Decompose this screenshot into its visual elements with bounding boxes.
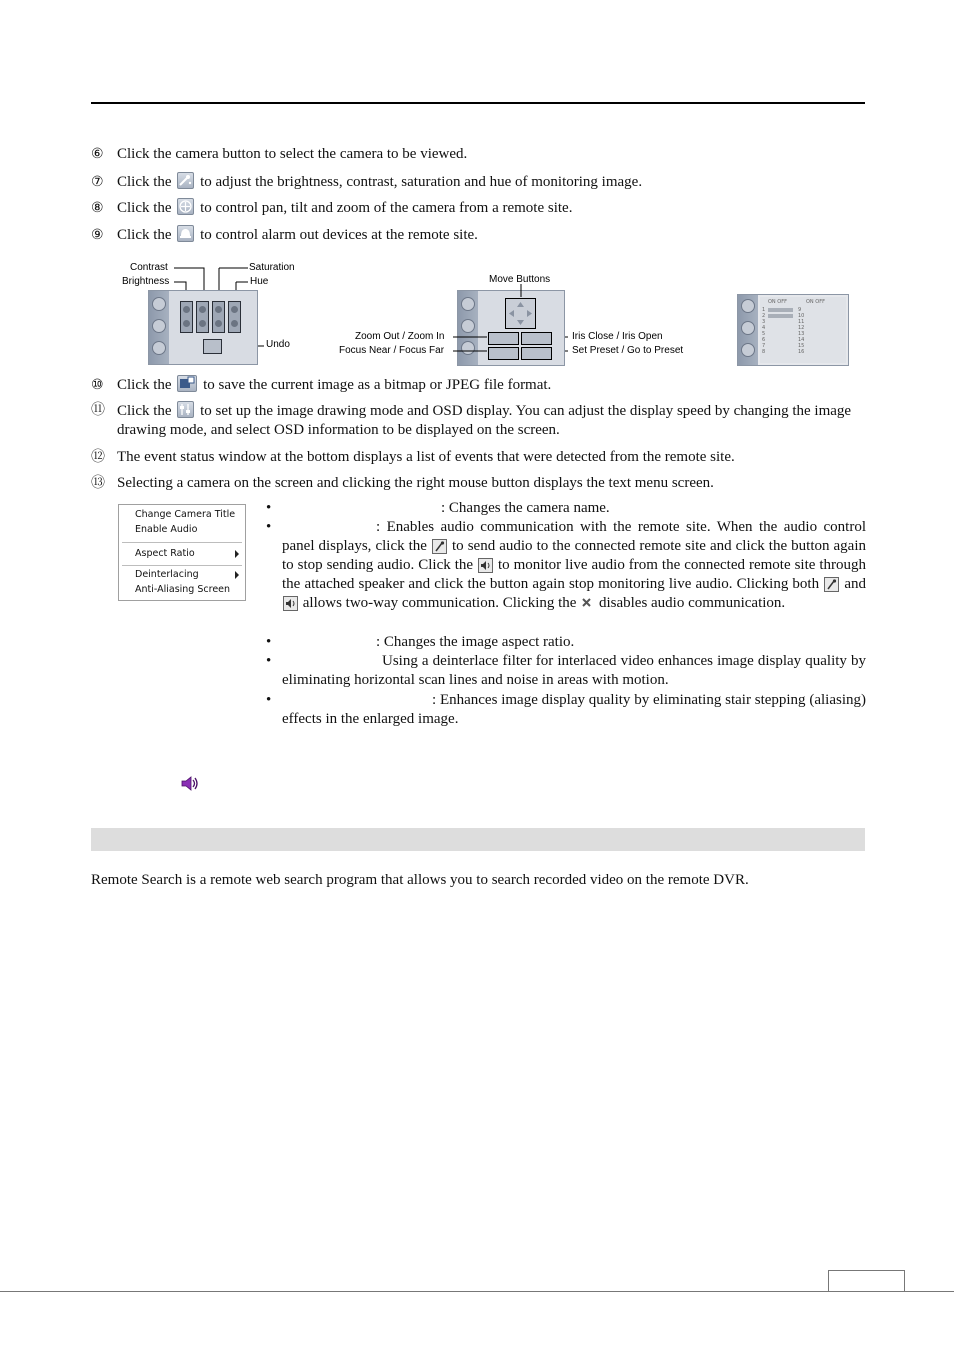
hue-slider[interactable] <box>228 301 241 333</box>
submenu-arrow-icon <box>235 571 239 579</box>
footer-rule <box>0 1291 954 1292</box>
step-13: ⑬ Selecting a camera on the screen and clicking the right mouse button displays the text menu screen. <box>91 475 714 491</box>
bullet-deinterlacing: • Using a deinterlace filter for interlaced video enhances image display quality by eliminating horizontal scan lines and noise in areas with motion. <box>266 653 866 688</box>
alarm-toggle-2[interactable] <box>768 314 793 318</box>
speaker-icon <box>478 558 493 573</box>
section-header-bar <box>91 828 865 851</box>
alarm-right-list: 9 10 11 12 13 14 15 16 <box>798 307 805 355</box>
color-adjust-figure: Contrast Brightness Saturation Hue Undo <box>118 259 318 369</box>
submenu-arrow-icon <box>235 550 239 558</box>
alarm-color-tab[interactable] <box>741 299 755 313</box>
header-rule <box>91 102 865 104</box>
camera-context-menu <box>118 504 246 601</box>
close-icon <box>580 596 595 609</box>
bullet-enable-audio: • : Enables audio communication with the remote site. When the audio control panel displays, click the to send audio to the connected remote site and click the button again to stop sending audio. Click the to monitor live audio from the connected remote site through the attached speaker and click the button again stop monitoring live audio. Clicking both and allows two-way communication. Clicking the disables audio communication. <box>266 519 867 611</box>
ptz-leader-lines <box>335 270 695 370</box>
alarm-toggle-1[interactable] <box>768 308 793 312</box>
step-9: ⑨ Click the to control alarm out devices at the remote site. <box>91 227 478 243</box>
alarm-left-list: 1 2 3 4 5 6 7 8 <box>762 307 766 355</box>
speaker-icon <box>180 775 200 792</box>
menu-change-camera-title[interactable]: Change Camera Title <box>135 509 236 520</box>
color-adjust-icon <box>177 172 194 189</box>
color-adjust-tab[interactable] <box>152 297 166 311</box>
step-6: ⑥ Click the camera button to select the camera to be viewed. <box>91 146 468 162</box>
alarm-ptz-tab[interactable] <box>741 321 755 335</box>
menu-enable-audio[interactable]: Enable Audio <box>135 524 198 535</box>
ptz-figure: Move Buttons Zoom Out / Zoom In Focus Near / Focus Far Iris Close / Iris Open Set Preset / Go to Preset <box>335 270 695 370</box>
menu-anti-aliasing[interactable]: Anti-Aliasing Screen <box>135 584 231 595</box>
alarm-tab[interactable] <box>152 341 166 355</box>
color-panel <box>148 290 258 365</box>
alarm-alarm-tab[interactable] <box>741 343 755 357</box>
alarm-out-icon <box>177 225 194 242</box>
undo-button[interactable] <box>203 339 222 354</box>
menu-aspect-ratio[interactable]: Aspect Ratio <box>135 548 195 559</box>
saturation-slider[interactable] <box>212 301 225 333</box>
step-10: ⑩ Click the to save the current image as a bitmap or JPEG file format. <box>91 377 552 393</box>
ptz-control-icon <box>177 198 194 215</box>
contrast-slider[interactable] <box>196 301 209 333</box>
step-7: ⑦ Click the to adjust the brightness, contrast, saturation and hue of monitoring image. <box>91 174 643 190</box>
step-8: ⑧ Click the to control pan, tilt and zoom of the camera from a remote site. <box>91 200 573 216</box>
save-image-icon <box>177 375 197 392</box>
intro-paragraph: Remote Search is a remote web search program that allows you to search recorded video on the remote DVR. <box>91 872 749 888</box>
microphone-icon <box>824 577 839 592</box>
alarm-grid: ON OFF ON OFF 1 2 3 4 5 6 7 8 9 10 11 12 13 14 15 16 <box>760 297 846 363</box>
menu-deinterlacing[interactable]: Deinterlacing <box>135 569 199 580</box>
microphone-icon <box>432 539 447 554</box>
ptz-tab[interactable] <box>152 319 166 333</box>
step-11: ⑪ Click the to set up the image drawing mode and OSD display. You can adjust the display speed by changing the image drawing mode, and select OSD information to be displayed on the screen. <box>91 402 852 438</box>
display-setup-icon <box>177 401 194 418</box>
bullet-anti-aliasing: • : Enhances image display quality by eliminating stair stepping (aliasing) effects in the enlarged image. <box>266 692 866 727</box>
brightness-slider[interactable] <box>180 301 193 333</box>
page-number-tab <box>828 1270 905 1292</box>
bullet-change-title: • : Changes the camera name. <box>266 500 610 516</box>
speaker-icon <box>283 596 298 611</box>
bullet-aspect-ratio: • : Changes the image aspect ratio. <box>266 634 575 650</box>
step-12: ⑫ The event status window at the bottom displays a list of events that were detected from the remote site. <box>91 449 735 465</box>
alarm-panel <box>737 294 849 366</box>
